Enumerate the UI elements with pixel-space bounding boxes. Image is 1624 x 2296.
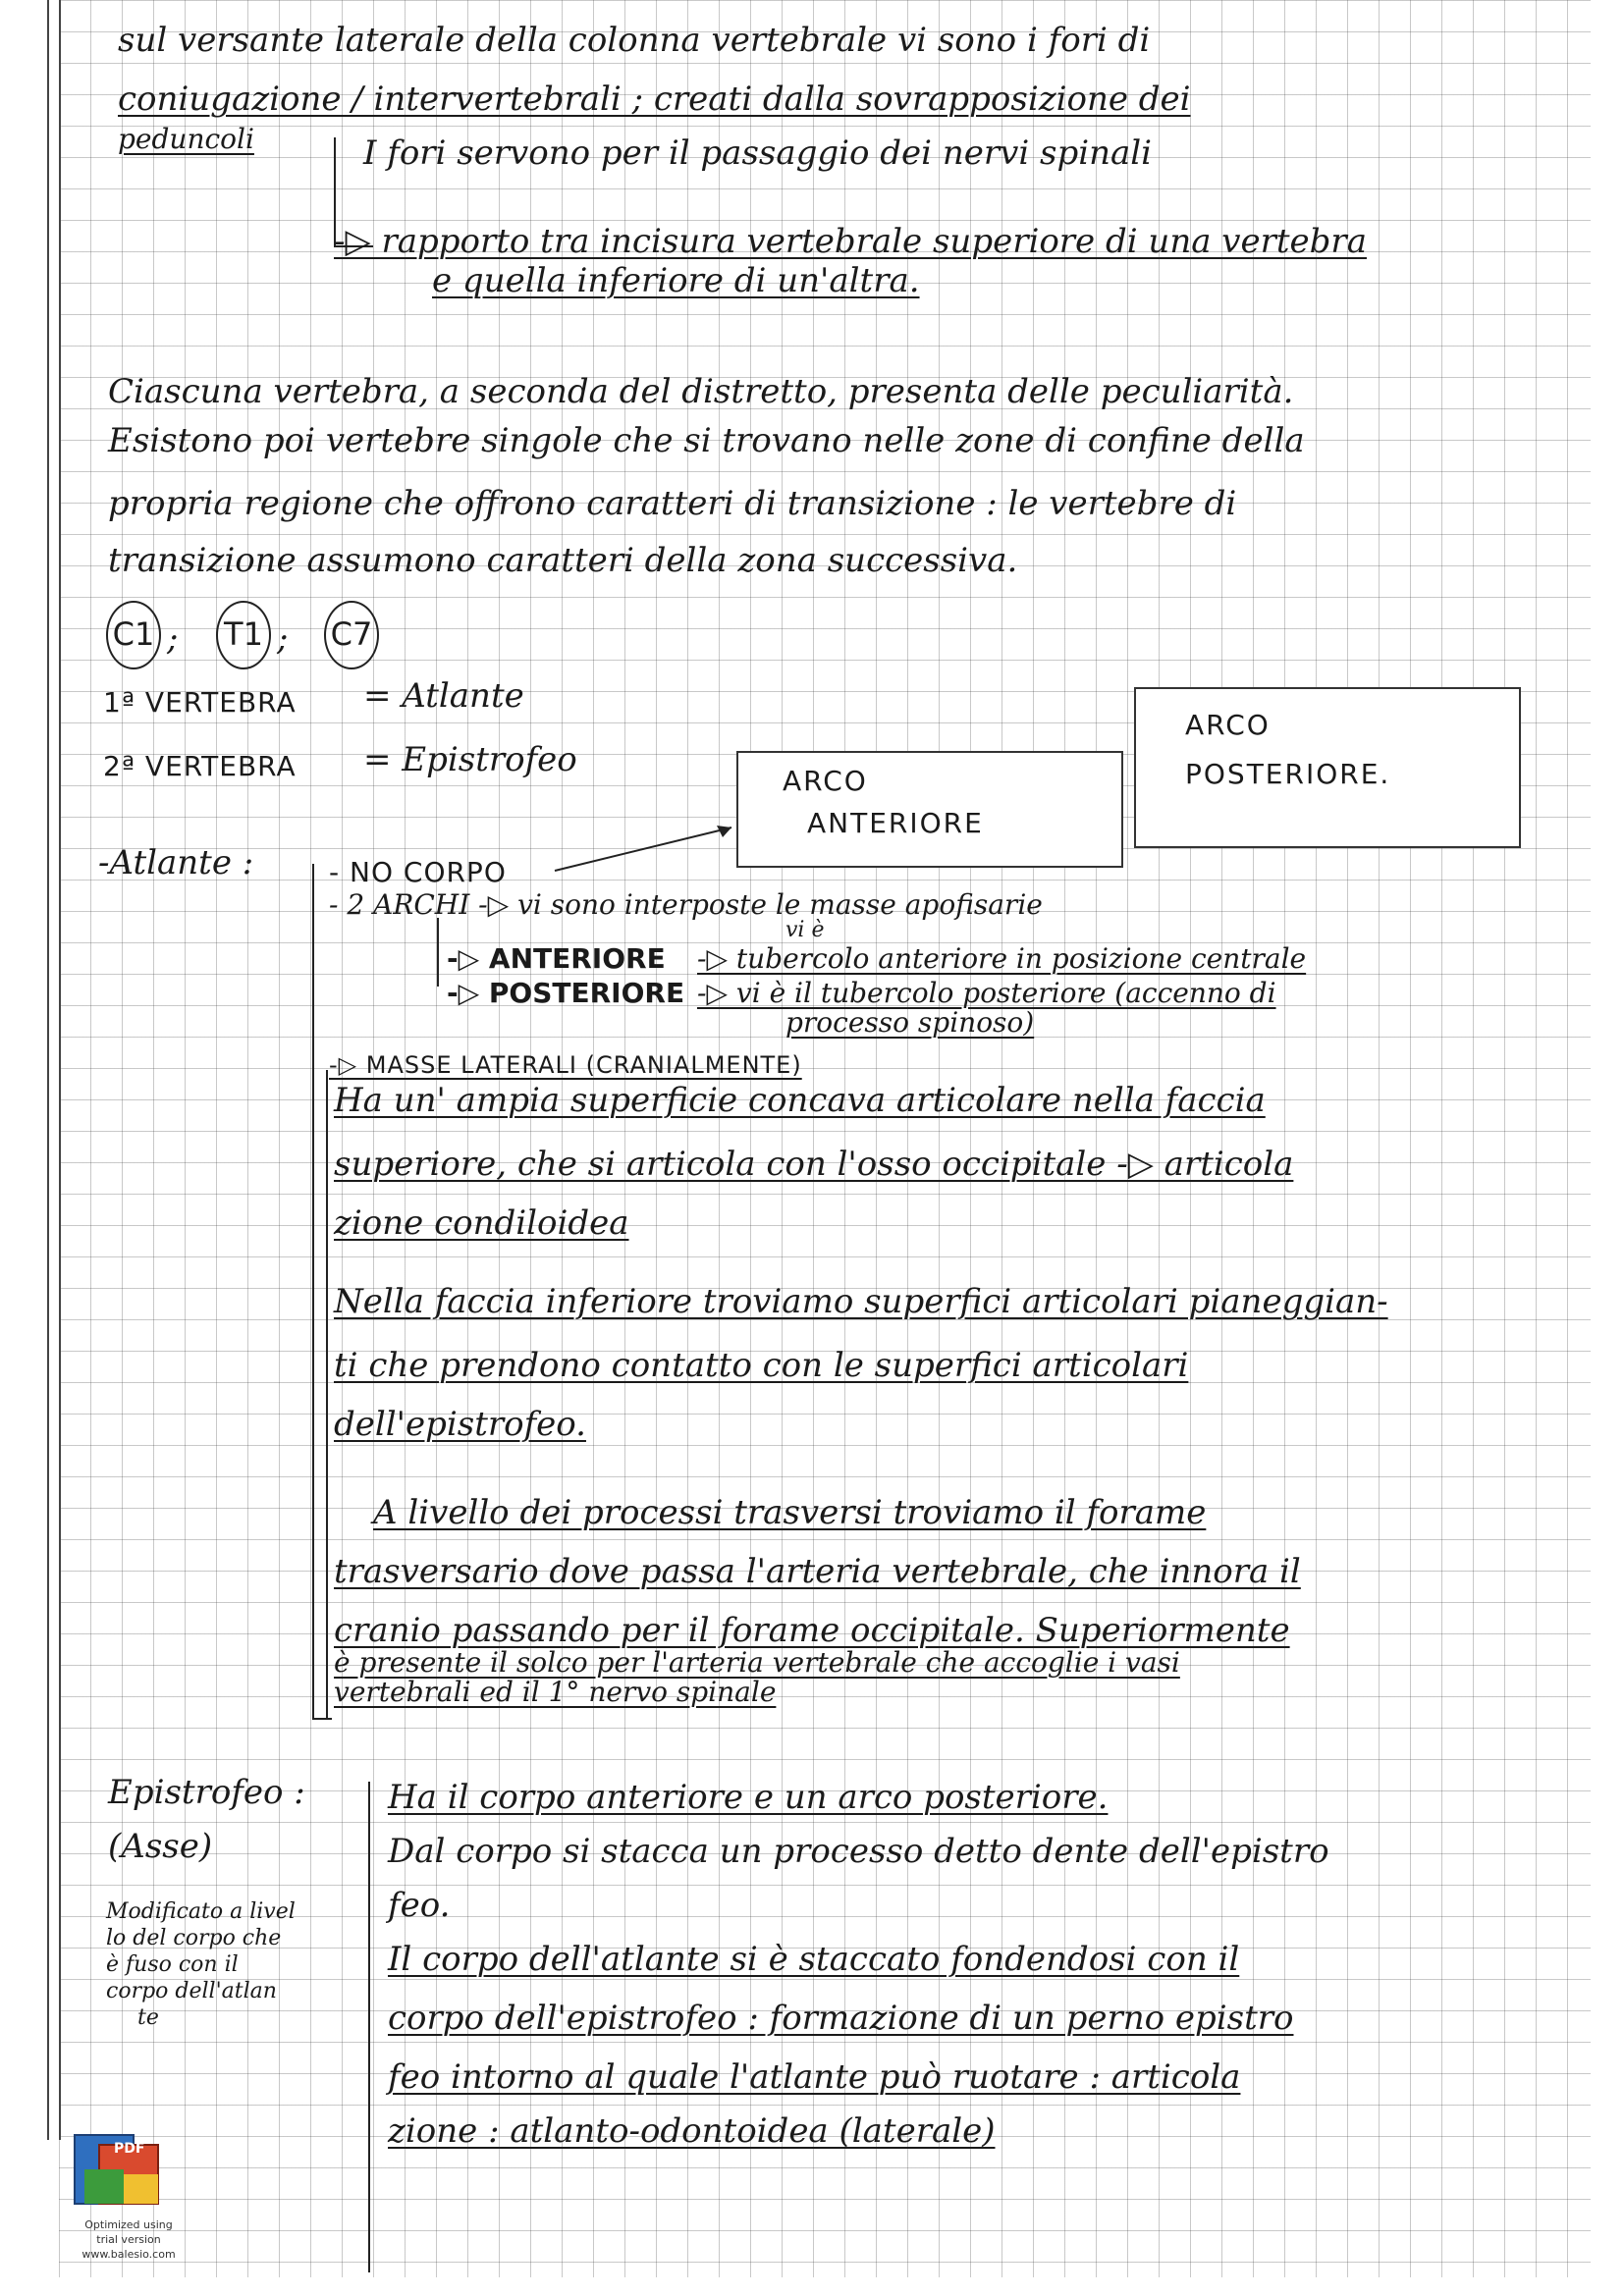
- epistrofeo-p7: zione : atlanto-odontoidea (laterale): [388, 2111, 996, 2151]
- atlante-b2-note: vi è: [785, 918, 825, 942]
- epistrofeo-p4: Il corpo dell'atlante si è staccato fondendosi con il: [388, 1940, 1240, 1979]
- epistrofeo-divider: [368, 1782, 370, 2272]
- epistrofeo-note-3: è fuso con il: [106, 1952, 239, 1977]
- circled-t1: T1: [216, 601, 271, 669]
- intro-arrow-line-2: e quella inferiore di un'altra.: [432, 261, 920, 300]
- epistrofeo-note-5: te: [137, 2005, 159, 2030]
- pdf-badge: PDF: [114, 2141, 145, 2157]
- arco-anteriore-box: [736, 751, 1123, 868]
- intro-line-2: I fori servono per il passaggio dei nervi spinali: [363, 133, 1153, 173]
- epistrofeo-note-4: corpo dell'atlan: [106, 1979, 277, 2003]
- atlante-p3: zione condiloidea: [334, 1203, 629, 1243]
- arco-posteriore-box: [1134, 687, 1521, 848]
- vertebra-1-label: 1ª VERTEBRA: [103, 686, 297, 719]
- arco-posteriore-l2: POSTERIORE.: [1185, 758, 1391, 790]
- archi-bracket: [437, 918, 439, 987]
- para-line-3: propria regione che offrono caratteri di transizione : le vertebre di: [108, 484, 1237, 523]
- atlante-p6: dell'epistrofeo.: [334, 1405, 586, 1444]
- para-line-1: Ciascuna vertebra, a seconda del distretto, presenta delle peculiarità.: [108, 372, 1294, 411]
- epistrofeo-p2: Dal corpo si stacca un processo detto dente dell'epistro: [388, 1832, 1329, 1871]
- arrow-to-box: [550, 820, 746, 879]
- atlante-p11: vertebrali ed il 1° nervo spinale: [334, 1676, 777, 1708]
- atlante-bracket-foot: [312, 1718, 332, 1720]
- atlante-p1: Ha un' ampia superficie concava articolare nella faccia: [334, 1081, 1266, 1120]
- intro-side-note: peduncoli: [118, 123, 254, 155]
- vertebra-1-value: = Atlante: [363, 676, 524, 716]
- epistrofeo-label: Epistrofeo :: [108, 1773, 305, 1812]
- epistrofeo-note-1: Modificato a livel: [106, 1899, 296, 1924]
- epistrofeo-p5: corpo dell'epistrofeo : formazione di un perno epistro: [388, 1999, 1294, 2038]
- atlante-p5: ti che prendono contatto con le superfici articolari: [334, 1346, 1189, 1385]
- graph-paper-sheet: [59, 0, 1591, 2277]
- watermark-line-2: trial version: [96, 2233, 161, 2246]
- atlante-posteriore-text-2: processo spinoso): [785, 1006, 1035, 1039]
- atlante-bracket: [312, 864, 314, 1718]
- circled-c7: C7: [324, 601, 379, 669]
- intro-line-0: sul versante laterale della colonna vertebrale vi sono i fori di: [118, 21, 1151, 60]
- intro-line-1: coniugazione / intervertebrali ; creati dalla sovrapposizione dei: [118, 80, 1191, 119]
- atlante-p10: è presente il solco per l'arteria vertebrale che accoglie i vasi: [334, 1646, 1180, 1679]
- vertebra-2-label: 2ª VERTEBRA: [103, 750, 297, 782]
- atlante-anteriore-text: -▷ tubercolo anteriore in posizione centrale: [697, 942, 1307, 975]
- atlante-label: -Atlante :: [98, 843, 254, 882]
- epistrofeo-p6: feo intorno al quale l'atlante può ruotare : articola: [388, 2057, 1241, 2097]
- epistrofeo-p1: Ha il corpo anteriore e un arco posteriore.: [388, 1778, 1109, 1817]
- atlante-masse-laterali: -▷ MASSE LATERALI (CRANIALMENTE): [329, 1051, 802, 1079]
- epistrofeo-p3: feo.: [388, 1886, 451, 1925]
- atlante-p4: Nella faccia inferiore troviamo superfici articolari pianeggian-: [334, 1282, 1388, 1321]
- notebook-margin-line: [47, 0, 61, 2140]
- arco-posteriore-l1: ARCO: [1185, 709, 1271, 741]
- watermark-line-1: Optimized using: [84, 2218, 173, 2231]
- atlante-p9: cranio passando per il forame occipitale. Superiormente: [334, 1611, 1290, 1650]
- pdf-optimizer-watermark: [65, 2125, 192, 2272]
- separator-2: ;: [277, 619, 289, 659]
- circled-c1: C1: [106, 601, 161, 669]
- epistrofeo-note-2: lo del corpo che: [106, 1926, 282, 1950]
- intro-arrow-line: -▷ rapporto tra incisura vertebrale superiore di una vertebra: [334, 222, 1367, 261]
- pdf-logo-icon: [65, 2125, 192, 2214]
- separator-1: ;: [167, 619, 179, 659]
- arco-anteriore-l1: ARCO: [783, 765, 868, 797]
- epistrofeo-label-2: (Asse): [108, 1827, 213, 1866]
- atlante-p7: A livello dei processi trasversi troviamo il forame: [373, 1493, 1207, 1532]
- atlante-posteriore-label: -▷ POSTERIORE: [447, 977, 685, 1009]
- atlante-p8: trasversario dove passa l'arteria vertebrale, che innora il: [334, 1552, 1301, 1591]
- atlante-b2: - 2 ARCHI -▷ vi sono interposte le masse apofisarie: [329, 888, 1043, 921]
- para-line-2: Esistono poi vertebre singole che si trovano nelle zone di confine della: [108, 421, 1305, 460]
- atlante-b1: - NO CORPO: [329, 856, 507, 888]
- masse-bracket: [326, 1070, 328, 1718]
- atlante-posteriore-text: -▷ vi è il tubercolo posteriore (accenno di: [697, 977, 1276, 1009]
- para-line-4: transizione assumono caratteri della zona successiva.: [108, 541, 1018, 580]
- atlante-anteriore-label: -▷ ANTERIORE: [447, 942, 666, 975]
- atlante-p2: superiore, che si articola con l'osso occipitale -▷ articola: [334, 1145, 1294, 1184]
- arco-anteriore-l2: ANTERIORE: [807, 807, 984, 839]
- watermark-line-3: www.balesio.com: [81, 2248, 176, 2261]
- vertebra-2-value: = Epistrofeo: [363, 740, 577, 779]
